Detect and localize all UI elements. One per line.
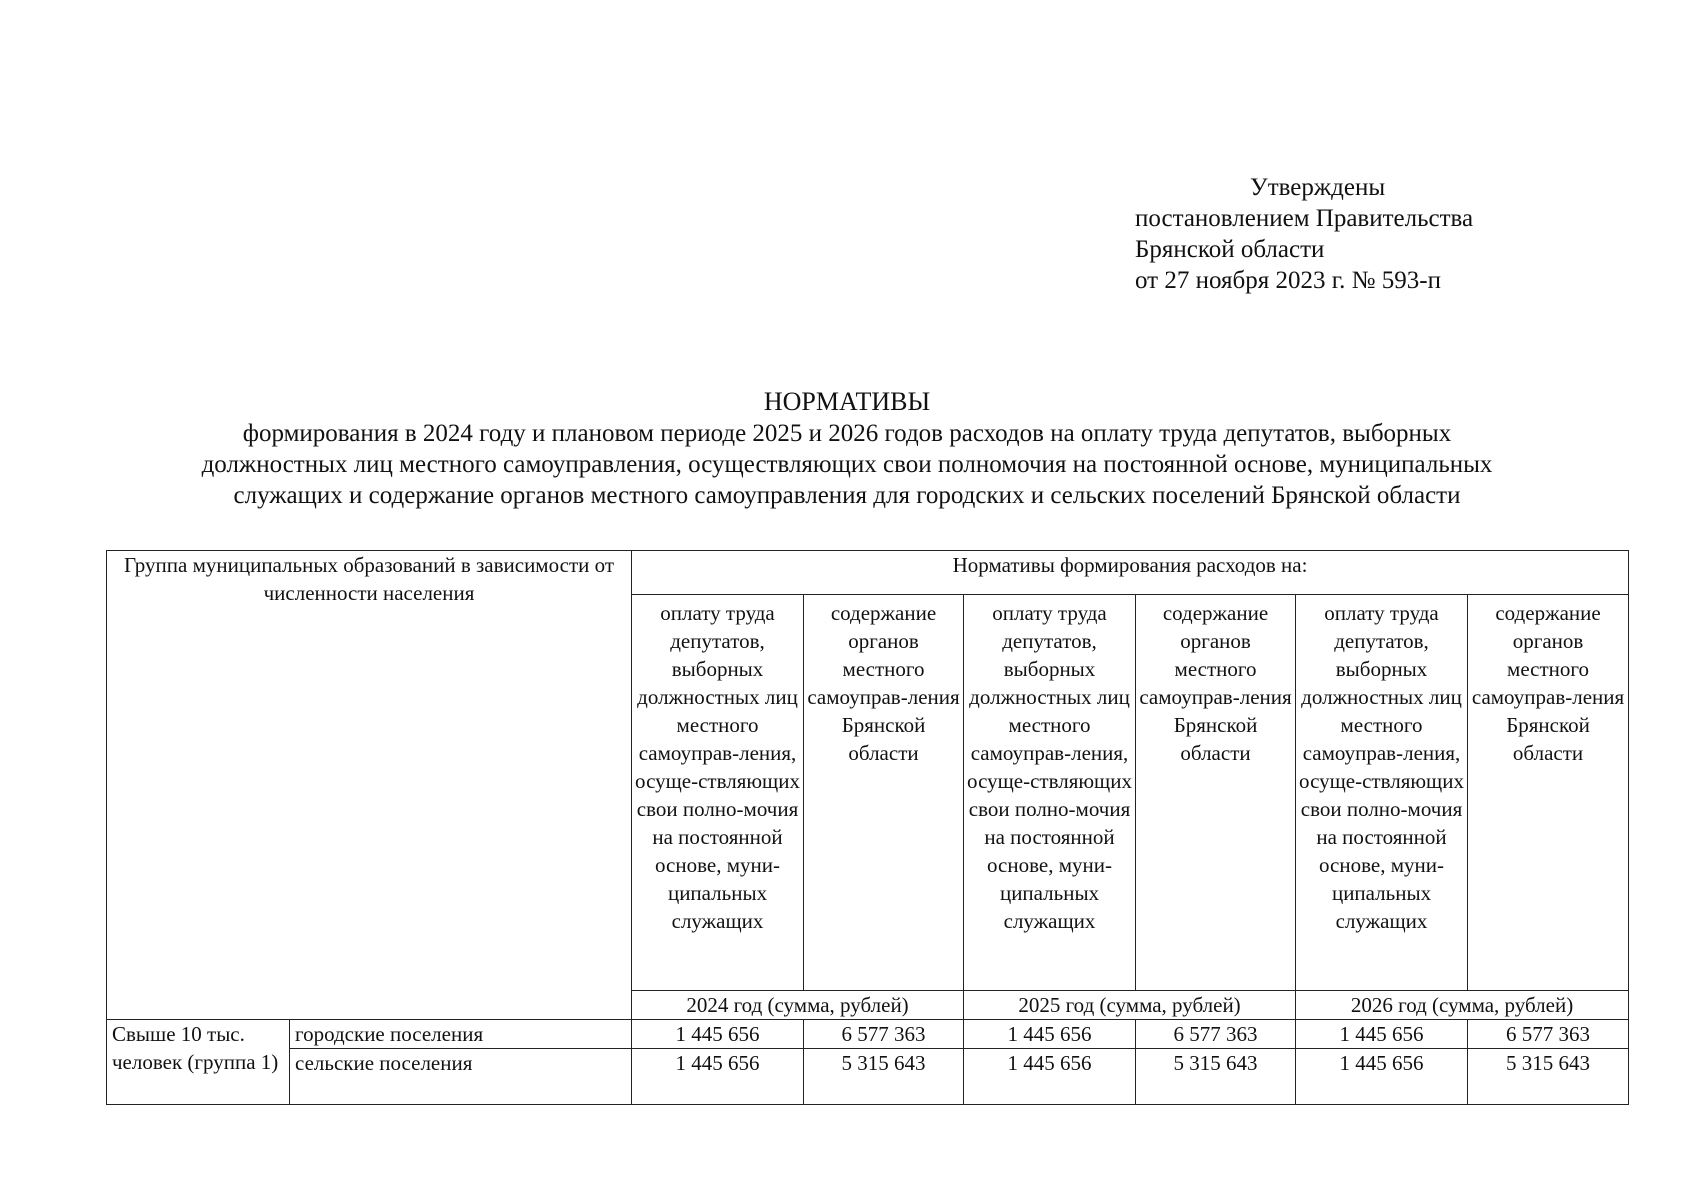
table-row xyxy=(107,1020,1629,1049)
settlement-type-cell: городские поселения xyxy=(290,1020,632,1049)
document-title: НОРМАТИВЫ xyxy=(763,387,931,416)
value-cell: 1 445 656 xyxy=(964,1049,1136,1105)
pay-column-text: оплату труда депутатов, выборных должностных лиц местного самоуправ-ления, осуще-ствляющих свои полно-мочия на постоянной основе, муни-ципальных служащих xyxy=(635,601,800,933)
maint-column-text: содержание органов местного самоуправ-ления Брянской области xyxy=(1139,601,1292,765)
document-subtitle-line: служащих и содержание органов местного самоуправления для городских и сельских поселений Брянской области xyxy=(233,482,1461,509)
year-header-2026: 2026 год (сумма, рублей) xyxy=(1296,991,1629,1020)
approval-line: постановлением Правительства xyxy=(1135,205,1474,232)
year-header-2024: 2024 год (сумма, рублей) xyxy=(632,991,964,1020)
group1-cell: Свыше 10 тыс. человек (группа 1) xyxy=(107,1020,290,1105)
maint-column-header xyxy=(804,595,964,991)
value-cell: 1 445 656 xyxy=(1296,1049,1468,1105)
value-cell: 1 445 656 xyxy=(964,1020,1136,1049)
settlement-type-cell: сельские поселения xyxy=(290,1049,632,1105)
pay-column-text: оплату труда депутатов, выборных должностных лиц местного самоуправ-ления, осуще-ствляющих свои полно-мочия на постоянной основе, муни-ципальных служащих xyxy=(1299,601,1464,933)
maint-column-text: содержание органов местного самоуправ-ления Брянской области xyxy=(807,601,960,765)
value-cell: 5 315 643 xyxy=(1468,1049,1629,1105)
document-subtitle-line: должностных лиц местного самоуправления, осуществляющих свои полномочия на постоянной основе, муниципальных xyxy=(201,451,1493,478)
document-title-block xyxy=(0,386,1694,511)
value-cell: 6 577 363 xyxy=(1136,1020,1296,1049)
approval-line: от 27 ноября 2023 г. № 593-п xyxy=(1135,267,1441,294)
pay-column-header xyxy=(632,595,804,991)
maint-column-header xyxy=(1136,595,1296,991)
maint-column-header xyxy=(1468,595,1629,991)
value-cell: 1 445 656 xyxy=(1296,1020,1468,1049)
group-header-text: Группа муниципальных образований в зависимости от численности населения xyxy=(123,553,615,605)
pay-column-text: оплату труда депутатов, выборных должностных лиц местного самоуправ-ления, осуще-ствляющих свои полно-мочия на постоянной основе, муни-ципальных служащих xyxy=(967,601,1132,933)
value-cell: 5 315 643 xyxy=(804,1049,964,1105)
document-subtitle-line: формирования в 2024 году и плановом периоде 2025 и 2026 годов расходов на оплату труда депутатов, выборных xyxy=(242,420,1452,447)
group-header-cell xyxy=(107,551,632,1020)
value-cell: 6 577 363 xyxy=(804,1020,964,1049)
pay-column-header xyxy=(964,595,1136,991)
value-cell: 1 445 656 xyxy=(632,1049,804,1105)
value-cell: 5 315 643 xyxy=(1136,1049,1296,1105)
approval-line: Утверждены xyxy=(1250,174,1386,201)
norms-header-text: Нормативы формирования расходов на: xyxy=(952,553,1308,577)
norms-header-cell xyxy=(632,551,1629,595)
approval-line: Брянской области xyxy=(1135,236,1325,263)
year-header-2025: 2025 год (сумма, рублей) xyxy=(964,991,1296,1020)
value-cell: 6 577 363 xyxy=(1468,1020,1629,1049)
table-row xyxy=(107,1049,1629,1105)
approval-block xyxy=(1135,172,1473,296)
value-cell: 1 445 656 xyxy=(632,1020,804,1049)
pay-column-header xyxy=(1296,595,1468,991)
maint-column-text: содержание органов местного самоуправ-ления Брянской области xyxy=(1471,601,1625,765)
norms-table xyxy=(106,550,1629,1105)
